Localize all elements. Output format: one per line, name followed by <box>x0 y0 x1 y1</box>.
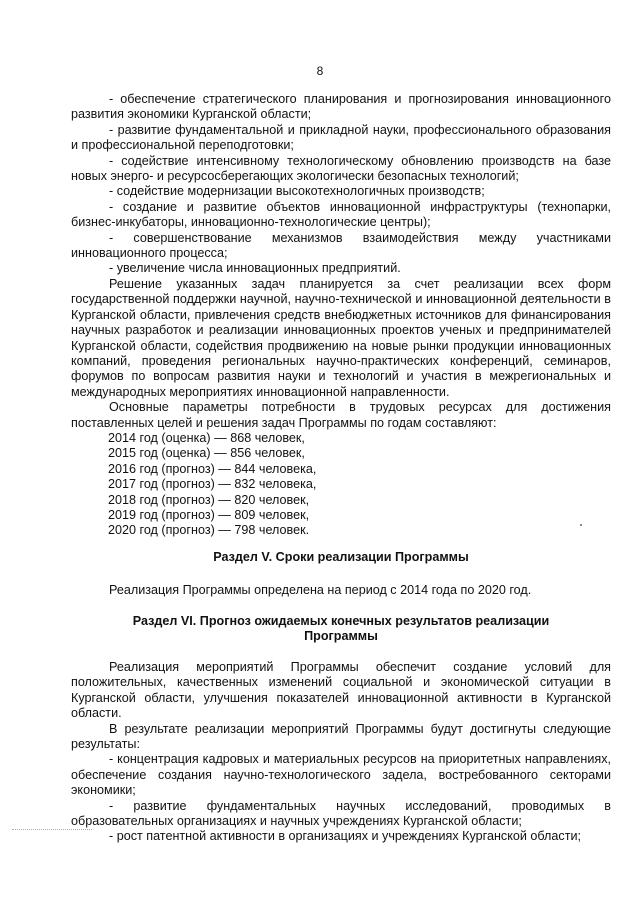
paragraph-program-results: Реализация мероприятий Программы обеспечит создание условий для положительных, качественных изменений социальной и экономической ситуации в Курганской области, улучшения показателей инновационной активности в Курганской области. <box>71 660 611 721</box>
section-6-body <box>71 660 611 845</box>
bullet-strategic-planning: - обеспечение стратегического планирования и прогнозирования инновационного развития экономики Курганской области; <box>71 92 611 122</box>
section-5 <box>71 550 611 565</box>
bullet-fundamental-research: - развитие фундаментальных научных исследований, проводимых в образовательных организациях и научных учреждениях Курганской области; <box>71 798 611 829</box>
section-5-heading: Раздел V. Сроки реализации Программы <box>213 550 469 564</box>
year-row: 2017 год (прогноз) — 832 человека, <box>108 477 317 492</box>
bullet-innovative-enterprises: - увеличение числа инновационных предприятий. <box>109 261 401 276</box>
bullet-resource-concentration: - концентрация кадровых и материальных ресурсов на приоритетных направлениях, обеспечение создания научно-технологического задела, востребованного секторами экономики; <box>71 752 611 798</box>
section-5-text: Реализация Программы определена на период с 2014 года по 2020 год. <box>109 583 532 597</box>
page-number: 8 <box>316 64 324 78</box>
paragraph-solution-of-tasks: Решение указанных задач планируется за счет реализации всех форм государственной поддержки научной, научно-технической и инновационной деятельности в Курганской области, привлечения средств внебюджетных источников для финансирования научных разработок и реализации инновационных проектов ученых и предпринимателей Курганской области, содействия продвижению на новые рынки продукции инновационных компаний, проведения региональных научно-практических конференций, семинаров, форумов по вопросам развития науки и технологий и участия в межрегиональных и международных мероприятиях инновационной направленности. <box>71 276 611 399</box>
bullet-innovation-infrastructure: - создание и развитие объектов инновационной инфраструктуры (технопарки, бизнес-инкубаторы, инновационно-технологические центры); <box>71 199 611 230</box>
tasks-block <box>71 92 611 539</box>
section-6-heading-line1: Раздел VI. Прогноз ожидаемых конечных результатов реализации <box>132 614 550 628</box>
section-5-body <box>71 583 611 598</box>
paragraph-results-intro: В результате реализации мероприятий Программы будут достигнуты следующие результаты: <box>71 721 611 752</box>
bullet-hightech-modernization: - содействие модернизации высокотехнологичных производств; <box>109 184 485 199</box>
bullet-interaction-mechanisms: - совершенствование механизмов взаимодействия между участниками инновационного процесса; <box>71 230 611 261</box>
scan-speck <box>580 524 582 526</box>
scan-artifact-line <box>12 829 92 830</box>
year-row: 2015 год (оценка) — 856 человек, <box>108 446 305 461</box>
year-row: 2016 год (прогноз) — 844 человека, <box>108 461 317 476</box>
year-row: 2019 год (прогноз) — 809 человек, <box>108 507 310 522</box>
year-row: 2020 год (прогноз) — 798 человек. <box>108 523 310 538</box>
bullet-science-development: - развитие фундаментальной и прикладной науки, профессионального образования и профессиональной переподготовки; <box>71 122 611 153</box>
section-6-heading-line2: Программы <box>304 629 378 644</box>
year-row: 2014 год (оценка) — 868 человек, <box>108 430 305 445</box>
bullet-tech-renewal: - содействие интенсивному технологическому обновлению производств на базе новых энерго- и ресурсосберегающих экологически безопасных технологий; <box>71 153 611 184</box>
paragraph-labor-resources: Основные параметры потребности в трудовых ресурсах для достижения поставленных целей и решения задач Программы по годам составляют: <box>71 400 611 430</box>
bullet-patent-activity: - рост патентной активности в организациях и учреждениях Курганской области; <box>109 829 582 844</box>
section-6-heading <box>71 614 611 645</box>
year-row: 2018 год (прогноз) — 820 человек, <box>108 492 310 507</box>
